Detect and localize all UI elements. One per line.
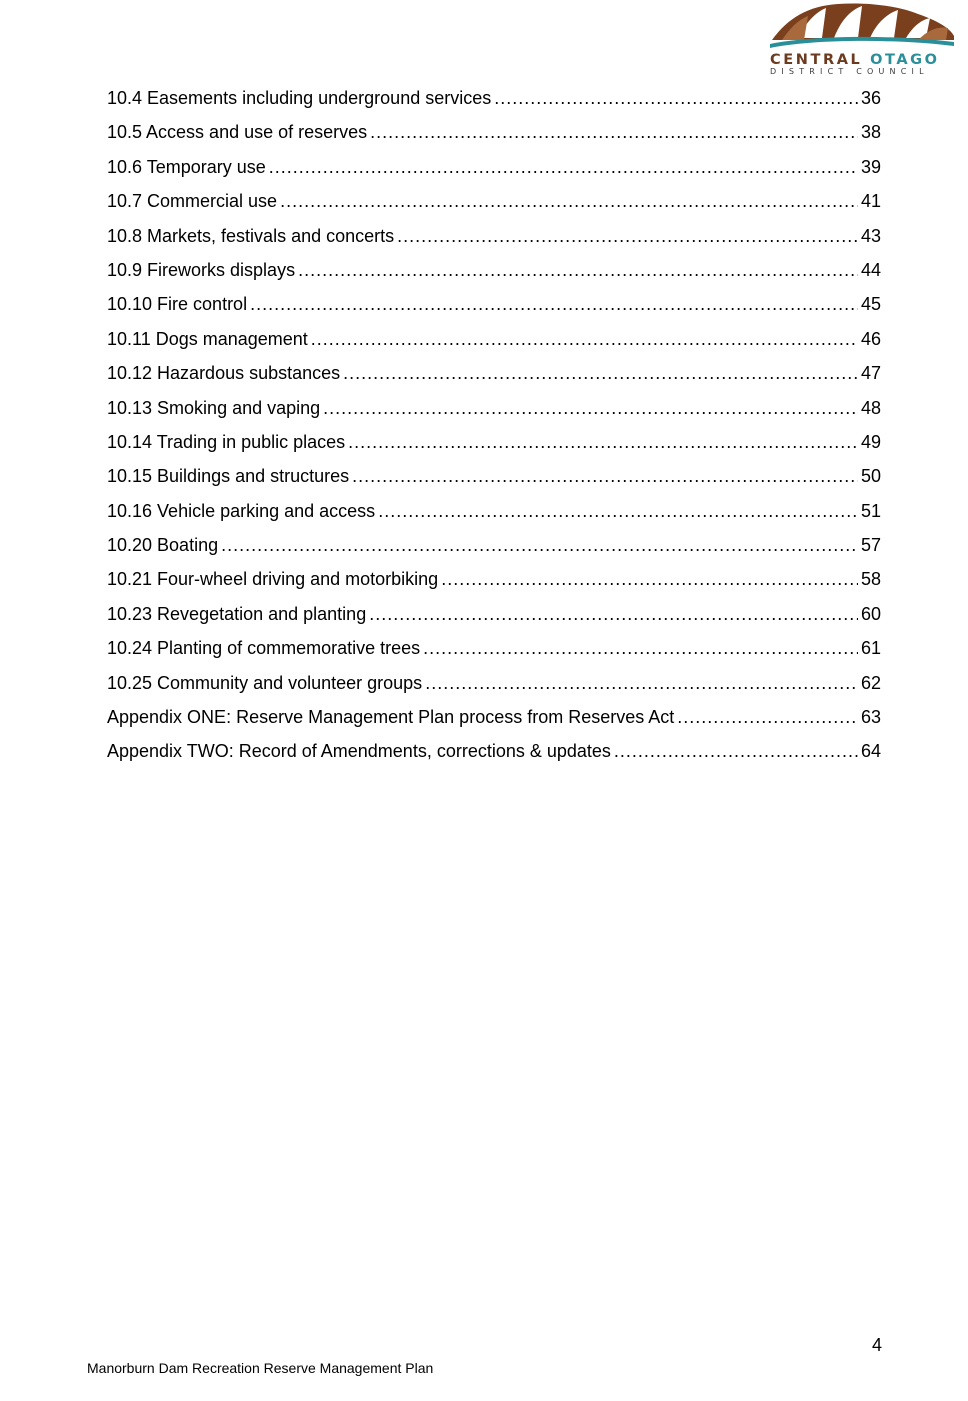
toc-entry[interactable] (107, 81, 881, 115)
toc-leader (221, 528, 858, 562)
toc-page-number: 45 (860, 294, 881, 315)
hills-logo-icon (768, 0, 958, 52)
toc-leader (343, 356, 858, 390)
toc-label: 10.16 Vehicle parking and access (107, 500, 376, 521)
toc-page-number: 60 (860, 603, 881, 624)
toc-page-number: 50 (860, 466, 881, 487)
toc-page-number: 38 (860, 122, 881, 143)
toc-leader (614, 734, 858, 768)
toc-label: 10.13 Smoking and vaping (107, 397, 321, 418)
toc-label: 10.24 Planting of commemorative trees (107, 638, 421, 659)
toc-label: Appendix ONE: Reserve Management Plan process from Reserves Act (107, 707, 675, 728)
toc-entry[interactable] (107, 219, 881, 253)
toc-leader (250, 287, 858, 321)
toc-entry[interactable] (107, 700, 881, 734)
toc-entry[interactable] (107, 631, 881, 665)
toc-leader (397, 219, 858, 253)
toc-page-number: 49 (860, 431, 881, 452)
toc-entry[interactable] (107, 150, 881, 184)
toc-page-number: 48 (860, 397, 881, 418)
toc-leader (280, 184, 858, 218)
toc-label: 10.25 Community and volunteer groups (107, 672, 423, 693)
toc-label: 10.9 Fireworks displays (107, 259, 296, 280)
toc-label: 10.11 Dogs management (107, 328, 308, 349)
toc-entry[interactable] (107, 356, 881, 390)
toc-page-number: 41 (860, 191, 881, 212)
toc-page-number: 46 (860, 328, 881, 349)
toc-entry[interactable] (107, 253, 881, 287)
toc-leader (441, 562, 858, 596)
toc-page-number: 58 (860, 569, 881, 590)
toc-page-number: 51 (860, 500, 881, 521)
toc-leader (298, 253, 858, 287)
toc-label: 10.21 Four-wheel driving and motorbiking (107, 569, 439, 590)
toc-page-number: 63 (860, 707, 881, 728)
table-of-contents (107, 81, 881, 769)
toc-entry[interactable] (107, 494, 881, 528)
toc-leader (378, 494, 858, 528)
logo-wordmark: CENTRAL OTAGO (770, 52, 940, 68)
toc-entry[interactable] (107, 322, 881, 356)
toc-label: 10.23 Revegetation and planting (107, 603, 367, 624)
toc-label: 10.4 Easements including underground services (107, 88, 492, 108)
footer-title: Manorburn Dam Recreation Reserve Management Plan (87, 1360, 434, 1376)
toc-entry[interactable] (107, 528, 881, 562)
toc-leader (423, 631, 858, 665)
toc-label: 10.14 Trading in public places (107, 431, 346, 452)
toc-leader (323, 391, 858, 425)
toc-entry[interactable] (107, 459, 881, 493)
toc-label: 10.20 Boating (107, 535, 219, 556)
toc-page-number: 36 (860, 88, 881, 108)
toc-leader (425, 666, 858, 700)
logo-subtitle: DISTRICT COUNCIL (770, 67, 929, 76)
toc-entry[interactable] (107, 597, 881, 631)
toc-entry[interactable] (107, 115, 881, 149)
page-number: 4 (871, 1335, 882, 1355)
toc-page-number: 62 (860, 672, 881, 693)
toc-leader (311, 322, 858, 356)
toc-page-number: 64 (860, 741, 881, 762)
toc-page-number: 39 (860, 156, 881, 177)
toc-label: 10.5 Access and use of reserves (107, 122, 368, 143)
toc-leader (269, 150, 858, 184)
toc-leader (369, 597, 858, 631)
toc-label: 10.12 Hazardous substances (107, 363, 341, 384)
toc-label: 10.7 Commercial use (107, 191, 278, 212)
toc-leader (494, 81, 858, 115)
toc-label: Appendix TWO: Record of Amendments, corrections & updates (107, 741, 611, 762)
council-logo (768, 0, 958, 80)
toc-page-number: 47 (860, 363, 881, 384)
toc-label: 10.6 Temporary use (107, 156, 266, 177)
toc-leader (348, 425, 858, 459)
toc-entry[interactable] (107, 562, 881, 596)
toc-page-number: 61 (860, 638, 881, 659)
toc-entry[interactable] (107, 425, 881, 459)
toc-label: 10.8 Markets, festivals and concerts (107, 225, 395, 246)
toc-page-number: 43 (860, 225, 881, 246)
toc-leader (677, 700, 858, 734)
toc-leader (352, 459, 858, 493)
toc-page-number: 44 (860, 259, 881, 280)
toc-leader (370, 115, 858, 149)
toc-entry[interactable] (107, 184, 881, 218)
toc-label: 10.10 Fire control (107, 294, 248, 315)
toc-entry[interactable] (107, 287, 881, 321)
toc-entry[interactable] (107, 391, 881, 425)
toc-entry[interactable] (107, 666, 881, 700)
toc-page-number: 57 (860, 535, 881, 556)
toc-label: 10.15 Buildings and structures (107, 466, 350, 487)
toc-entry[interactable] (107, 734, 881, 768)
